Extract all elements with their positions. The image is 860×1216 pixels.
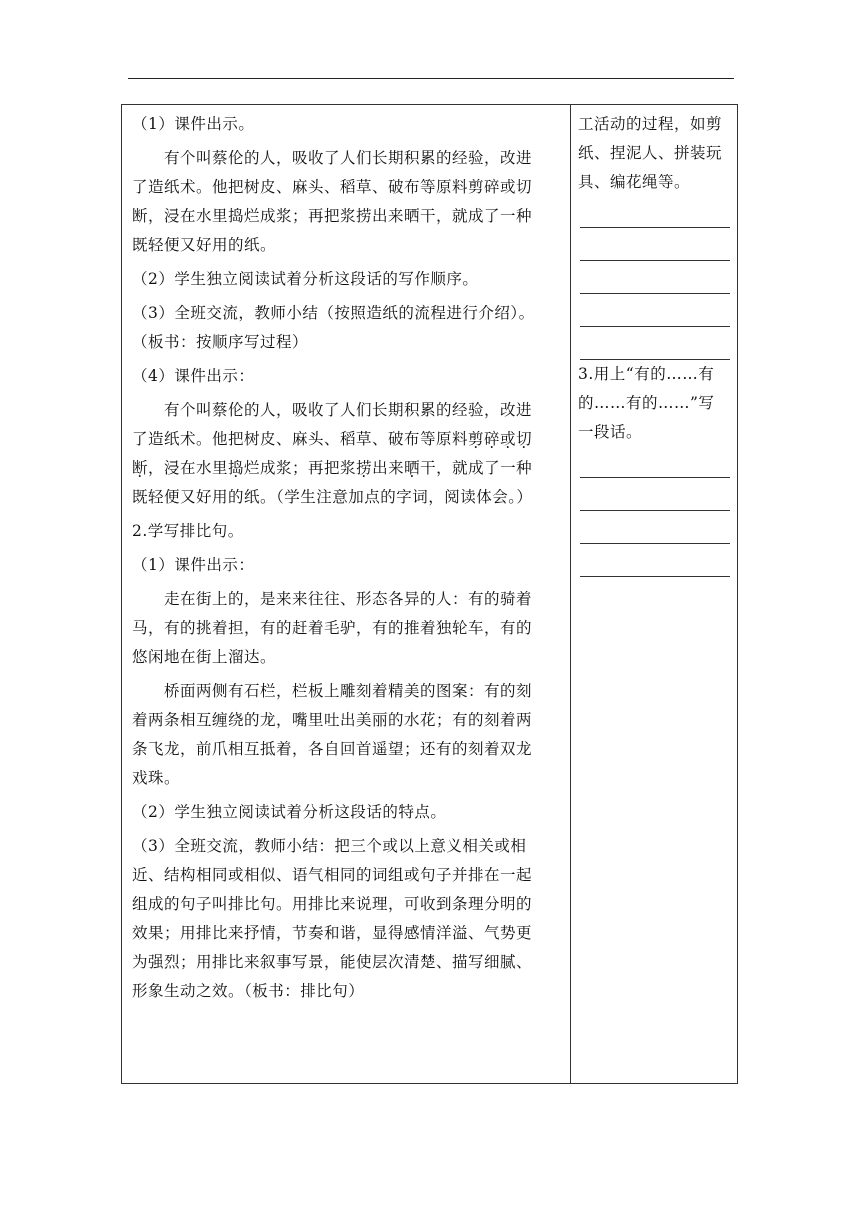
- paragraph-line: 组成的句子叫排比句。用排比来说理，可收到条理分明的: [132, 895, 533, 913]
- paragraph-line: 既轻便又好用的纸。: [132, 236, 277, 254]
- paragraph-line: 既轻便又好用的纸。（学生注意加点的字词，阅读体会。）: [132, 488, 533, 506]
- paragraph-line: 马，有的挑着担，有的赶着毛驴，有的推着独轮车，有的: [132, 619, 533, 637]
- paragraph-line: 着两条相互缠绕的龙，嘴里吐出美丽的水花；有的刻着两: [132, 711, 533, 729]
- dotted-char: 捞: [356, 459, 373, 477]
- side-line: 具、编花绳等。: [578, 173, 691, 191]
- paragraph-line: 条飞龙，前爪相互抵着，各自回首遥望；还有的刻着双龙: [132, 740, 533, 758]
- side-line: 的……有的……”写: [578, 394, 715, 412]
- step-heading: （3）全班交流，教师小结：把三个或以上意义相关或相: [132, 837, 527, 855]
- paragraph-line: 为强烈；用排比来叙事写景，能使层次清楚、描写细腻、: [132, 953, 533, 971]
- step-heading: （1）课件出示。: [132, 115, 255, 133]
- paragraph-line: 戏珠。: [132, 769, 181, 787]
- step-heading: （2）学生独立阅读试着分析这段话的特点。: [132, 803, 447, 821]
- side-line: 纸、捏泥人、拼装玩: [578, 144, 723, 162]
- paragraph-line: 有个叫蔡伦的人，吸收了人们长期积累的经验，改进: [164, 149, 533, 167]
- step-heading: （2）学生独立阅读试着分析这段话的写作顺序。: [132, 270, 479, 288]
- dotted-char: 或: [500, 430, 517, 448]
- answer-blank[interactable]: [580, 576, 730, 577]
- main-column: [132, 105, 562, 1006]
- paragraph-line: 断，浸在水里捣烂成浆；再把浆捞出来晒干，就成了一种: [132, 207, 533, 225]
- column-divider: [570, 105, 571, 1083]
- side-column: [578, 105, 732, 577]
- step-heading: （3）全班交流，教师小结（按照造纸的流程进行介绍）。: [132, 304, 535, 322]
- paragraph-line: 桥面两侧有石栏，栏板上雕刻着精美的图案：有的刻: [164, 682, 533, 700]
- step-heading: （1）课件出示：: [132, 556, 255, 574]
- dotted-char: 剪: [468, 430, 485, 448]
- lesson-table: [121, 104, 738, 1084]
- paragraph-line: 有个叫蔡伦的人，吸收了人们长期积累的经验，改进: [164, 401, 533, 419]
- paragraph-line: 效果；用排比来抒情，节奏和谐，显得感情洋溢、气势更: [132, 924, 533, 942]
- dotted-char: 碎: [484, 430, 501, 448]
- step-heading: （4）课件出示：: [132, 367, 255, 385]
- paragraph-line: 了造纸术。他把树皮、麻头、稻草、破布等原料剪碎或切: [132, 178, 533, 196]
- paragraph-line: 形象生动之效。（板书：排比句）: [132, 982, 365, 1000]
- blackboard-note: （板书：按顺序写过程）: [132, 333, 309, 351]
- header-rule: [128, 78, 734, 79]
- side-line: 一段话。: [578, 423, 643, 441]
- paragraph-line: 了造纸术。他把树皮、麻头、稻草、破布等原料剪碎或切: [132, 430, 533, 448]
- section-heading: 2.学写排比句。: [132, 522, 244, 540]
- dotted-char: 断: [132, 459, 149, 477]
- side-line: 工活动的过程，如剪: [578, 115, 723, 133]
- dotted-char: 切: [516, 430, 533, 448]
- paragraph-line: 断，浸在水里捣烂成浆；再把浆捞出来晒干，就成了一种: [132, 459, 533, 477]
- dotted-char: 捣: [228, 459, 245, 477]
- dotted-char: 晒: [404, 459, 421, 477]
- paragraph-line: 近、结构相同或相似、语气相同的词组或句子并排在一起: [132, 866, 533, 884]
- side-line: 3.用上“有的……有: [578, 365, 715, 383]
- paragraph-line: 悠闲地在街上溜达。: [132, 648, 277, 666]
- paragraph-line: 走在街上的，是来来往往、形态各异的人：有的骑着: [164, 590, 533, 608]
